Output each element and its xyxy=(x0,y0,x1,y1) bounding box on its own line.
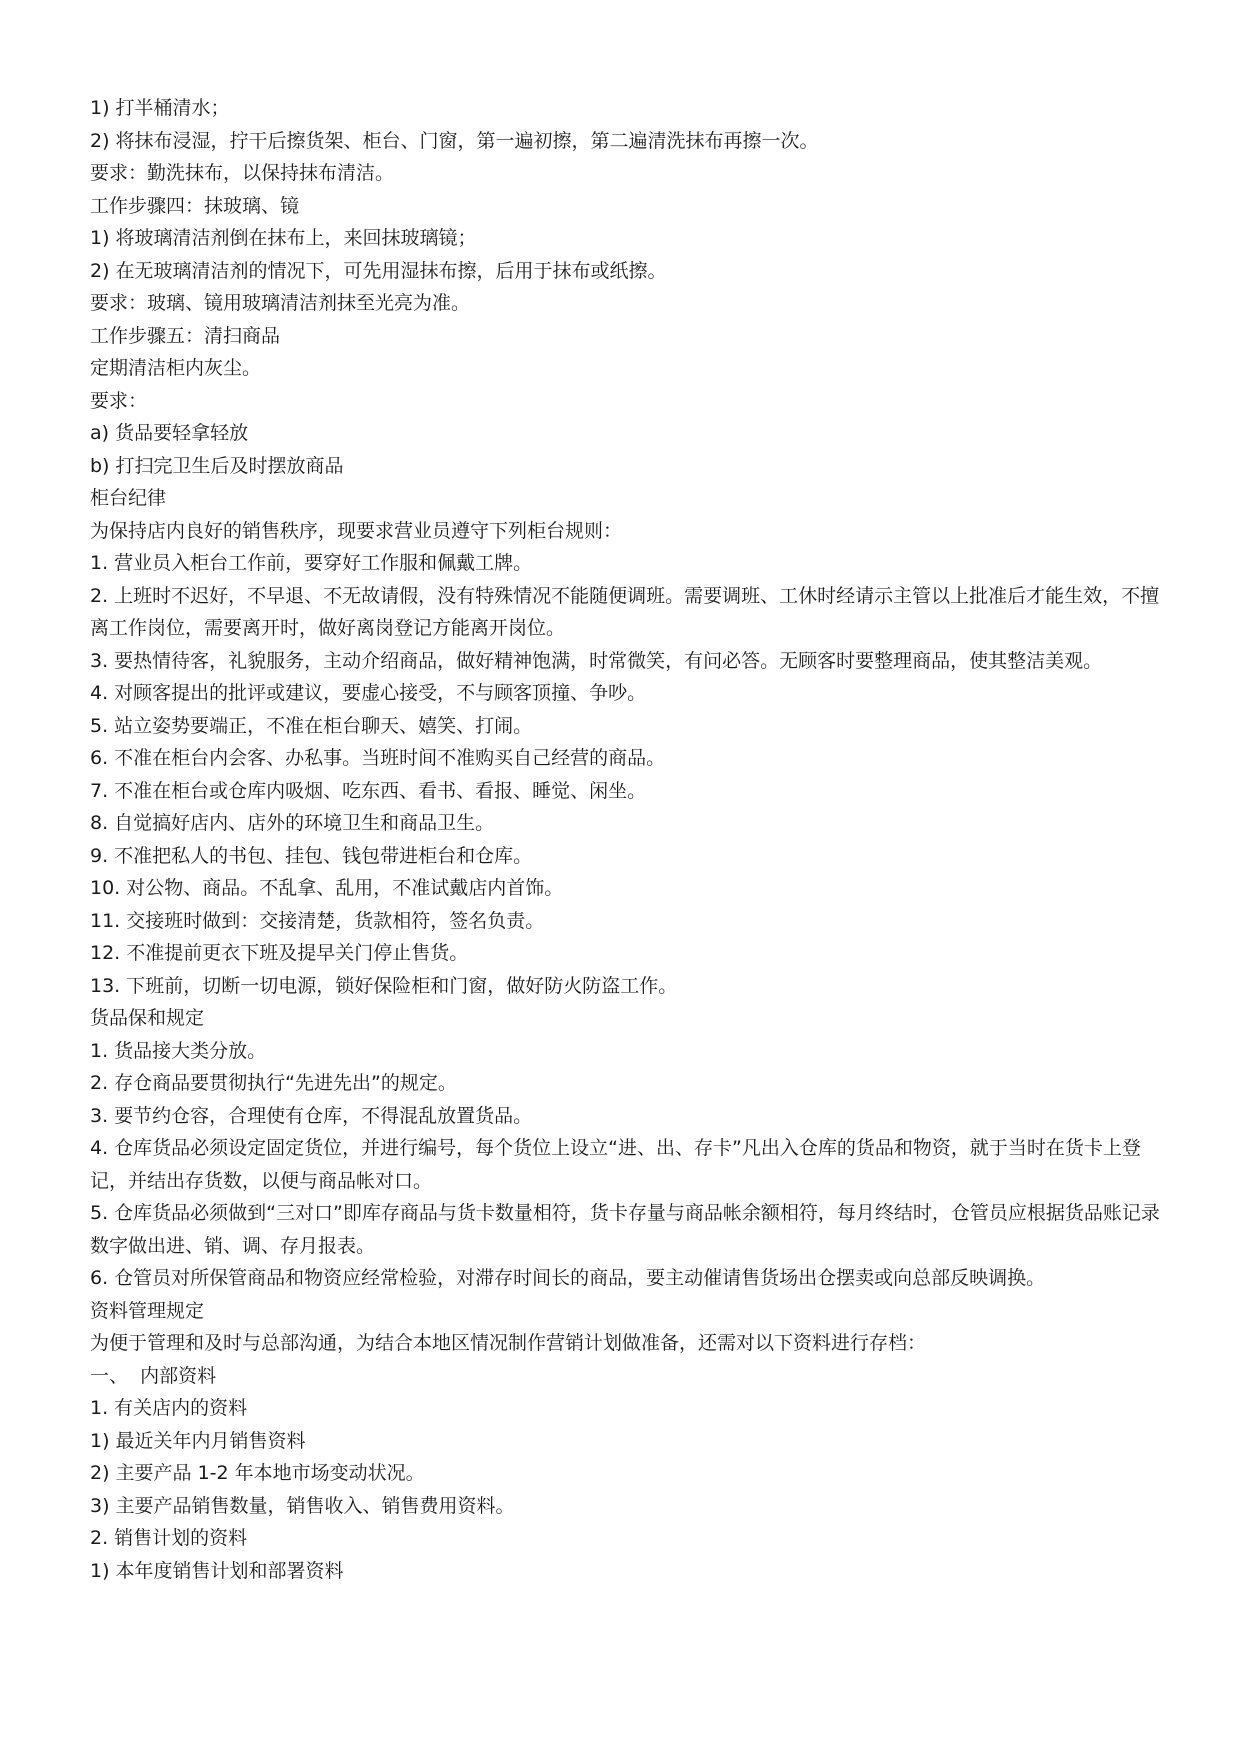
list-item: 4. 仓库货品必须设定固定货位，并进行编号，每个货位上设立“进、出、存卡”凡出入仓库的货品和物资，就于当时在货卡上登记，并结出存货数，以便与商品帐对口。 xyxy=(90,1137,1141,1192)
list-item: 1) 最近关年内月销售资料 xyxy=(90,1429,306,1452)
list-item: 1. 营业员入柜台工作前，要穿好工作服和佩戴工牌。 xyxy=(90,552,533,574)
section-heading: 工作步骤四：抹玻璃、镜 xyxy=(90,194,300,217)
list-item: 1) 本年度销售计划和部署资料 xyxy=(90,1559,344,1582)
text-line: 为保持店内良好的销售秩序，现要求营业员遵守下列柜台规则： xyxy=(90,519,623,542)
list-item: 11. 交接班时做到：交接清楚，货款相符，签名负责。 xyxy=(90,909,545,932)
text-line: b) 打扫完卫生后及时摆放商品 xyxy=(90,454,344,477)
list-item: 13. 下班前，切断一切电源，锁好保险柜和门窗，做好防火防盗工作。 xyxy=(90,974,678,997)
list-item: 6. 不准在柜台内会客、办私事。当班时间不准购买自己经营的商品。 xyxy=(90,747,666,769)
section-heading: 柜台纪律 xyxy=(90,487,167,509)
text-line: 定期清洁柜内灰尘。 xyxy=(90,357,262,379)
list-item: 4. 对顾客提出的批评或建议，要虚心接受，不与顾客顶撞、争吵。 xyxy=(90,682,647,704)
section-heading: 资料管理规定 xyxy=(90,1299,205,1322)
list-item: 1. 货品接大类分放。 xyxy=(90,1039,267,1062)
list-item: 5. 仓库货品必须做到“三对口”即库存商品与货卡数量相符，货卡存量与商品帐余额相符，每月终结时，仓管员应根据货品账记录数字做出进、销、调、存月报表。 xyxy=(90,1202,1160,1257)
text-line: 要求：玻璃、镜用玻璃清洁剂抹至光亮为准。 xyxy=(90,292,471,314)
list-item: 10. 对公物、商品。不乱拿、乱用，不准试戴店内首饰。 xyxy=(90,877,564,899)
list-item: 8. 自觉搞好店内、店外的环境卫生和商品卫生。 xyxy=(90,812,495,834)
list-item: 6. 仓管员对所保管商品和物资应经常检验，对滞存时间长的商品，要主动催请售货场出仓摆卖或向总部反映调换。 xyxy=(90,1267,1046,1289)
list-item: 7. 不准在柜台或仓库内吸烟、吃东西、看书、看报、睡觉、闲坐。 xyxy=(90,779,647,802)
list-item: 5. 站立姿势要端正，不准在柜台聊天、嬉笑、打闹。 xyxy=(90,714,533,737)
section-heading: 工作步骤五：清扫商品 xyxy=(90,324,281,347)
list-item: 3. 要节约仓容，合理使有仓库，不得混乱放置货品。 xyxy=(90,1104,533,1127)
list-item: 2) 主要产品 1-2 年本地市场变动状况。 xyxy=(90,1462,425,1484)
list-item: 2. 销售计划的资料 xyxy=(90,1527,248,1549)
list-item: 2. 存仓商品要贯彻执行“先进先出”的规定。 xyxy=(90,1072,457,1094)
document-body xyxy=(90,92,1170,1587)
text-line: 2) 在无玻璃清洁剂的情况下，可先用湿抹布擦，后用于抹布或纸擦。 xyxy=(90,259,667,282)
section-heading: 货品保和规定 xyxy=(90,1007,205,1029)
list-item: 12. 不准提前更衣下班及提早关门停止售货。 xyxy=(90,942,469,964)
text-line: a) 货品要轻拿轻放 xyxy=(90,422,249,444)
text-line: 1) 将玻璃清洁剂倒在抹布上，来回抹玻璃镜； xyxy=(90,227,477,249)
text-line: 要求：勤洗抹布，以保持抹布清洁。 xyxy=(90,162,395,184)
list-item: 9. 不准把私人的书包、挂包、钱包带进柜台和仓库。 xyxy=(90,844,533,867)
list-item: 3) 主要产品销售数量，销售收入、销售费用资料。 xyxy=(90,1494,515,1517)
subsection-heading: 一、 内部资料 xyxy=(90,1364,217,1387)
list-item: 2. 上班时不迟好，不早退、不无故请假，没有特殊情况不能随便调班。需要调班、工休时经请示主管以上批准后才能生效，不擅离工作岗位，需要离开时，做好离岗登记方能离开岗位。 xyxy=(90,584,1160,639)
text-line: 1) 打半桶清水； xyxy=(90,97,230,119)
list-item: 3. 要热情待客，礼貌服务，主动介绍商品，做好精神饱满，时常微笑，有问必答。无顾客时要整理商品，使其整洁美观。 xyxy=(90,649,1103,672)
text-line: 要求： xyxy=(90,389,148,412)
list-item: 1. 有关店内的资料 xyxy=(90,1397,248,1419)
text-line: 2) 将抹布浸湿，拧干后擦货架、柜台、门窗，第一遍初擦，第二遍清洗抹布再擦一次。 xyxy=(90,129,819,152)
text-line: 为便于管理和及时与总部沟通，为结合本地区情况制作营销计划做准备，还需对以下资料进行存档： xyxy=(90,1332,927,1354)
